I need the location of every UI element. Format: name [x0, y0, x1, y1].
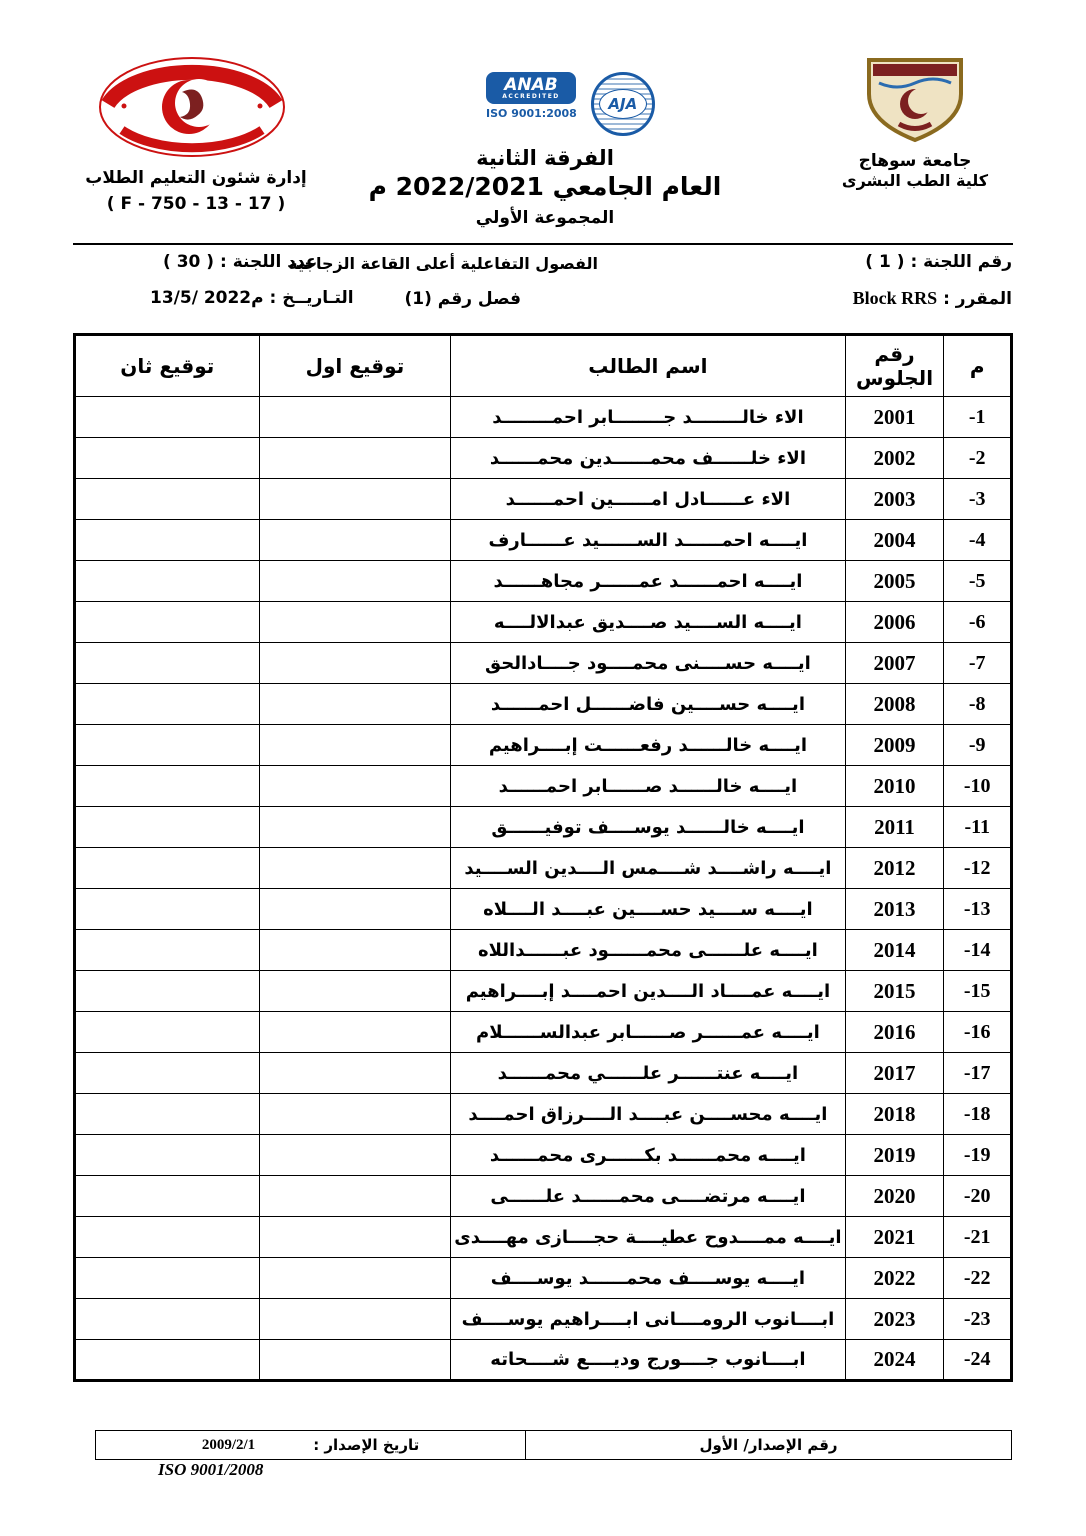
- first-signature-cell: [259, 602, 451, 643]
- second-signature-cell: [75, 397, 260, 438]
- second-signature-cell: [75, 1299, 260, 1340]
- table-row: [75, 930, 1012, 971]
- first-signature-cell: [259, 766, 451, 807]
- first-signature-cell: [259, 397, 451, 438]
- second-signature-cell: [75, 1094, 260, 1135]
- university-identity: [836, 56, 994, 190]
- row-number: -17: [944, 1053, 1012, 1094]
- issue-date-field: [96, 1431, 525, 1459]
- table-row: [75, 520, 1012, 561]
- table-row: [75, 848, 1012, 889]
- col-header-first-signature: توقيع اول: [259, 335, 451, 397]
- seat-number: 2021: [845, 1217, 944, 1258]
- second-signature-cell: [75, 930, 260, 971]
- row-number: -13: [944, 889, 1012, 930]
- committee-count: عدد اللجنة : ( 30 ): [163, 252, 318, 272]
- row-number: -2: [944, 438, 1012, 479]
- sohag-medicine-logo: [94, 54, 290, 164]
- header-divider: [73, 243, 1013, 245]
- second-signature-cell: [75, 643, 260, 684]
- seat-number: 2016: [845, 1012, 944, 1053]
- first-signature-cell: [259, 725, 451, 766]
- seat-number: 2017: [845, 1053, 944, 1094]
- table-row: [75, 1012, 1012, 1053]
- seat-number: 2009: [845, 725, 944, 766]
- table-row: [75, 807, 1012, 848]
- seat-number: 2020: [845, 1176, 944, 1217]
- table-row: [75, 1258, 1012, 1299]
- first-signature-cell: [259, 479, 451, 520]
- first-signature-cell: [259, 684, 451, 725]
- first-signature-cell: [259, 1135, 451, 1176]
- row-number: -12: [944, 848, 1012, 889]
- seat-number: 2012: [845, 848, 944, 889]
- table-row: [75, 397, 1012, 438]
- first-signature-cell: [259, 1053, 451, 1094]
- faculty-name: كلية الطب البشرى: [841, 171, 989, 190]
- anab-label: ANAB: [504, 74, 558, 95]
- second-signature-cell: [75, 766, 260, 807]
- first-signature-cell: [259, 561, 451, 602]
- student-name: ايــــه حســــنى محمــــود جــــادالحق: [451, 643, 845, 684]
- table-row: [75, 438, 1012, 479]
- student-name: ايــــه محمــــــد بكــــــرى محمــــــد: [451, 1135, 845, 1176]
- seat-number: 2019: [845, 1135, 944, 1176]
- aja-label: AJA: [599, 89, 647, 119]
- table-row: [75, 1053, 1012, 1094]
- col-header-student-name: اسم الطالب: [451, 335, 845, 397]
- footer-issue-bar: [95, 1430, 1012, 1460]
- student-name: ايــــه خالــــــد صــــــابر احمــــــد: [451, 766, 845, 807]
- student-name: ايــــه ســــيد حســــين عبــــد الــــلاه: [451, 889, 845, 930]
- table-row: [75, 479, 1012, 520]
- course-label: المقرر :: [943, 289, 1012, 309]
- table-row: [75, 766, 1012, 807]
- student-affairs-dept-label: إدارة شئون التعليم الطلاب: [85, 168, 307, 188]
- student-name: الاء خالــــــــد جــــــــابر احمــــــــد: [451, 397, 845, 438]
- row-number: -19: [944, 1135, 1012, 1176]
- form-code-value: ( F - 750 - 13 - 17 ): [106, 194, 286, 214]
- row-number: -1: [944, 397, 1012, 438]
- crescent-emblem-icon: [94, 54, 290, 160]
- date-label: التـاريــخ :: [269, 288, 354, 308]
- seat-number: 2004: [845, 520, 944, 561]
- second-signature-cell: [75, 1340, 260, 1381]
- course-value: Block RRS: [852, 288, 938, 308]
- first-signature-cell: [259, 930, 451, 971]
- student-name: ايــــه حســــين فاضــــــل احمــــــد: [451, 684, 845, 725]
- second-signature-cell: [75, 848, 260, 889]
- first-signature-cell: [259, 438, 451, 479]
- table-row: [75, 725, 1012, 766]
- seat-number: 2014: [845, 930, 944, 971]
- table-row: [75, 602, 1012, 643]
- table-row: [75, 684, 1012, 725]
- row-number: -21: [944, 1217, 1012, 1258]
- col-header-seat-number: رقم الجلوس: [845, 335, 944, 397]
- row-number: -5: [944, 561, 1012, 602]
- col-header-second-signature: توقيع ثان: [75, 335, 260, 397]
- table-row: [75, 643, 1012, 684]
- student-name: ابــــانوب جــــورج وديــــع شــــحاته: [451, 1340, 845, 1381]
- table-row: [75, 1217, 1012, 1258]
- group-title: المجموعة الأولي: [475, 208, 615, 228]
- aja-logo: [591, 72, 655, 136]
- student-name: ايــــه علــــــى محمــــــود عبــــــداللاه: [451, 930, 845, 971]
- second-signature-cell: [75, 971, 260, 1012]
- first-signature-cell: [259, 643, 451, 684]
- exam-date-field: [150, 288, 354, 308]
- table-row: [75, 1094, 1012, 1135]
- row-number: -11: [944, 807, 1012, 848]
- university-shield-icon: [859, 56, 971, 144]
- table-row: [75, 971, 1012, 1012]
- second-signature-cell: [75, 602, 260, 643]
- anab-badge-icon: [486, 72, 576, 104]
- seat-number: 2011: [845, 807, 944, 848]
- row-number: -22: [944, 1258, 1012, 1299]
- second-signature-cell: [75, 438, 260, 479]
- second-signature-cell: [75, 1217, 260, 1258]
- table-row: [75, 561, 1012, 602]
- student-table-body: [75, 397, 1012, 1381]
- row-number: -3: [944, 479, 1012, 520]
- second-signature-cell: [75, 479, 260, 520]
- seat-number: 2001: [845, 397, 944, 438]
- issue-date-value: 2009/2/1: [201, 1436, 256, 1453]
- second-signature-cell: [75, 807, 260, 848]
- seat-number: 2008: [845, 684, 944, 725]
- seat-number: 2015: [845, 971, 944, 1012]
- second-signature-cell: [75, 889, 260, 930]
- course-field: [853, 288, 1012, 309]
- first-signature-cell: [259, 807, 451, 848]
- student-name: ايــــه راشــــد شــــمس الــــدين الســــيد: [451, 848, 845, 889]
- first-signature-cell: [259, 1176, 451, 1217]
- table-row: [75, 1340, 1012, 1381]
- committee-number: رقم اللجنة : ( 1 ): [865, 252, 1012, 272]
- second-signature-cell: [75, 520, 260, 561]
- issue-date-label: تاريخ الإصدار :: [313, 1436, 420, 1454]
- header-row: [75, 335, 1012, 397]
- student-name: ايــــه عمــــــر صــــــابر عبدالســــــلام: [451, 1012, 845, 1053]
- second-signature-cell: [75, 1135, 260, 1176]
- seat-number: 2013: [845, 889, 944, 930]
- second-signature-cell: [75, 1258, 260, 1299]
- seat-number: 2002: [845, 438, 944, 479]
- student-name: ايــــه احمــــــد الســــــيد عــــــارف: [451, 520, 845, 561]
- student-name: ايــــه عمــــاد الــــدين احمــــد إبــــراهيم: [451, 971, 845, 1012]
- row-number: -20: [944, 1176, 1012, 1217]
- seat-number: 2010: [845, 766, 944, 807]
- row-number: -18: [944, 1094, 1012, 1135]
- seat-number: 2018: [845, 1094, 944, 1135]
- iso-standard-label: ISO 9001/2008: [158, 1460, 264, 1479]
- table-row: [75, 889, 1012, 930]
- second-signature-cell: [75, 1176, 260, 1217]
- first-signature-cell: [259, 1299, 451, 1340]
- student-name: ايــــه يوســــف محمــــــد يوســــف: [451, 1258, 845, 1299]
- second-signature-cell: [75, 684, 260, 725]
- row-number: -8: [944, 684, 1012, 725]
- seat-number: 2005: [845, 561, 944, 602]
- student-name: ايــــه احمــــــد عمــــــر مجاهــــــد: [451, 561, 845, 602]
- second-signature-cell: [75, 1053, 260, 1094]
- student-name: ايــــه مرتضــــى محمــــــد علــــــى: [451, 1176, 845, 1217]
- first-signature-cell: [259, 1094, 451, 1135]
- row-number: -14: [944, 930, 1012, 971]
- anab-logo: [486, 72, 577, 120]
- iso-9001-label: ISO 9001:2008: [486, 107, 577, 120]
- first-signature-cell: [259, 971, 451, 1012]
- student-name: ايــــه خالــــــد يوســــف توفيــــــق: [451, 807, 845, 848]
- student-name: ايــــه عنتــــــر علــــــي محمــــــد: [451, 1053, 845, 1094]
- seat-number: 2023: [845, 1299, 944, 1340]
- student-name: ابــــانوب الرومــــانى ابــــراهيم يوســــف: [451, 1299, 845, 1340]
- date-value: 13/5/ 2022م: [150, 288, 264, 308]
- exam-hall-location: الفصول التفاعلية أعلى القاعة الزجاجية: [288, 254, 598, 273]
- attendance-table-header: [75, 335, 1012, 397]
- row-number: -7: [944, 643, 1012, 684]
- row-number: -23: [944, 1299, 1012, 1340]
- first-signature-cell: [259, 848, 451, 889]
- issue-number: رقم الإصدار/ الأول: [525, 1431, 1011, 1459]
- anab-accredited-label: ACCREDITED: [502, 92, 560, 100]
- row-number: -16: [944, 1012, 1012, 1053]
- student-name: ايــــه محســــن عبــــد الــــرزاق احمــــد: [451, 1094, 845, 1135]
- row-number: -10: [944, 766, 1012, 807]
- row-number: -9: [944, 725, 1012, 766]
- student-name: ايــــه الســــيد صــــديق عبدالالــــه: [451, 602, 845, 643]
- first-signature-cell: [259, 889, 451, 930]
- student-name: ايــــه خالــــــد رفعــــــت إبــــراهيم: [451, 725, 845, 766]
- seat-number: 2024: [845, 1340, 944, 1381]
- table-row: [75, 1299, 1012, 1340]
- attendance-table: [73, 333, 1013, 1382]
- first-signature-cell: [259, 1340, 451, 1381]
- seat-number: 2003: [845, 479, 944, 520]
- row-number: -24: [944, 1340, 1012, 1381]
- seat-number: 2006: [845, 602, 944, 643]
- first-signature-cell: [259, 1217, 451, 1258]
- table-row: [75, 1176, 1012, 1217]
- col-header-index: م: [944, 335, 1012, 397]
- grade-title: الفرقة الثانية: [476, 146, 614, 170]
- row-number: -6: [944, 602, 1012, 643]
- table-row: [75, 1135, 1012, 1176]
- first-signature-cell: [259, 1258, 451, 1299]
- second-signature-cell: [75, 725, 260, 766]
- certification-logos: [486, 72, 655, 136]
- seat-number: 2022: [845, 1258, 944, 1299]
- student-name: الاء عــــــادل امــــــين احمــــــد: [451, 479, 845, 520]
- first-signature-cell: [259, 1012, 451, 1053]
- row-number: -4: [944, 520, 1012, 561]
- student-name: ايــــه ممــــدوح عطيــــة حجــــازى مهــــدى: [451, 1217, 845, 1258]
- row-number: -15: [944, 971, 1012, 1012]
- second-signature-cell: [75, 561, 260, 602]
- form-code: [70, 194, 322, 214]
- class-number: فصل رقم (1): [404, 289, 521, 309]
- second-signature-cell: [75, 1012, 260, 1053]
- first-signature-cell: [259, 520, 451, 561]
- seat-number: 2007: [845, 643, 944, 684]
- student-name: الاء خلــــــف محمــــــدين محمــــــد: [451, 438, 845, 479]
- university-name: جامعة سوهاج: [858, 151, 972, 171]
- academic-year-title: العام الجامعي 2022/2021 م: [368, 172, 722, 201]
